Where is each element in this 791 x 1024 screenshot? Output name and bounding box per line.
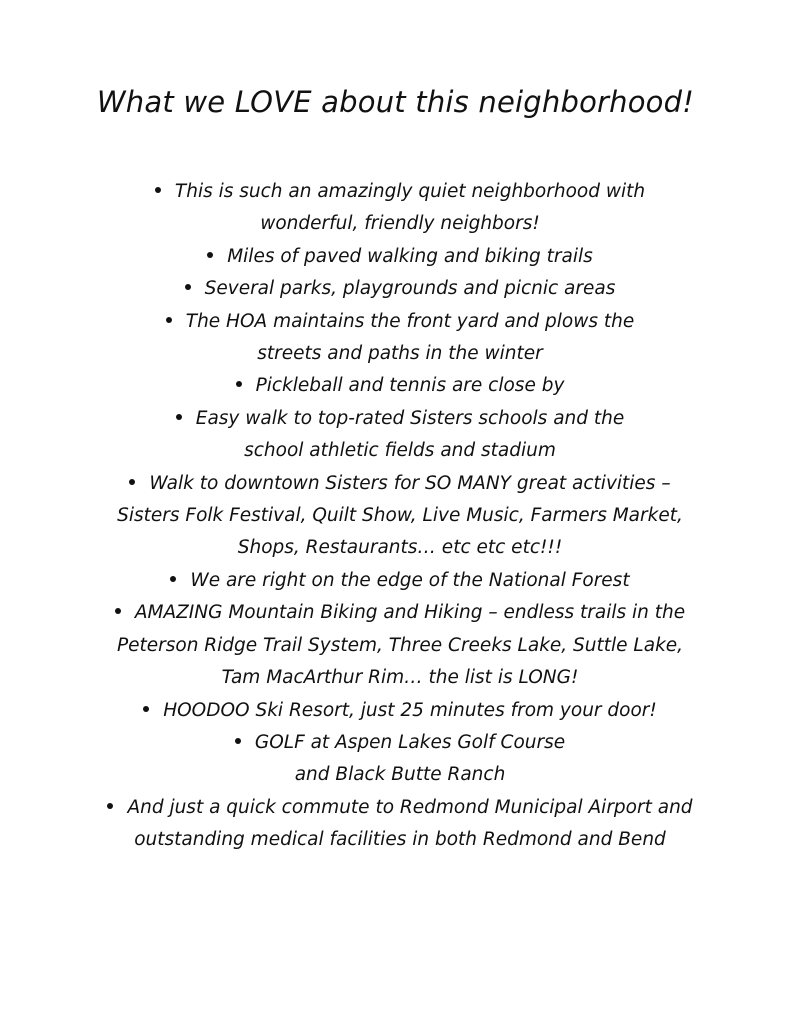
list-item-line <box>100 306 700 338</box>
bullet-icon <box>115 608 121 614</box>
list-item-line: Tam MacArthur Rim… the list is LONG! <box>221 667 579 689</box>
list-item-text: Miles of paved walking and biking trails <box>227 245 593 267</box>
list-item-line <box>100 695 700 727</box>
list-item-text: HOODOO Ski Resort, just 25 minutes from your door! <box>163 699 657 721</box>
list-item <box>100 468 700 565</box>
list-item <box>100 565 700 597</box>
list-item-line <box>100 565 700 597</box>
list-item-text: This is such an amazingly quiet neighborhood with <box>174 181 646 202</box>
list-item-line <box>100 370 700 402</box>
bullet-icon <box>129 479 135 485</box>
bullet-icon <box>207 252 213 258</box>
bullet-icon <box>143 706 149 712</box>
list-item-text: The HOA maintains the front yard and plows the <box>185 310 635 332</box>
list-item-line <box>100 403 700 435</box>
list-item-line: outstanding medical facilities in both Redmond and Bend <box>134 829 666 851</box>
bullet-icon <box>107 803 113 809</box>
list-item-line <box>100 792 700 824</box>
bullet-icon <box>236 381 242 387</box>
list-item-text: GOLF at Aspen Lakes Golf Course <box>254 731 566 753</box>
list-item <box>100 792 700 857</box>
list-item-line <box>100 727 700 759</box>
list-item-line: and Black Butte Ranch <box>294 764 506 786</box>
list-item <box>100 597 700 694</box>
list-item-line: Sisters Folk Festival, Quilt Show, Live Music, Farmers Market, <box>117 505 683 527</box>
list-item <box>100 306 700 371</box>
bullet-icon <box>155 187 161 193</box>
list-item-line <box>100 597 700 629</box>
list-item-line <box>100 241 700 273</box>
bullet-icon <box>176 414 182 420</box>
page-title: What we LOVE about this neighborhood! <box>96 85 695 119</box>
feature-list <box>100 176 700 857</box>
list-item-line: Peterson Ridge Trail System, Three Creeks Lake, Suttle Lake, <box>116 634 684 656</box>
bullet-icon <box>185 284 191 290</box>
list-item <box>100 273 700 305</box>
list-item-text: We are right on the edge of the National Forest <box>190 569 630 591</box>
list-item-line: school athletic fields and stadium <box>244 440 556 462</box>
bullet-icon <box>166 317 172 323</box>
list-item-text: Easy walk to top-rated Sisters schools and the <box>195 407 625 429</box>
list-item-line <box>100 176 700 208</box>
list-item <box>100 695 700 727</box>
list-item-text: And just a quick commute to Redmond Municipal Airport and <box>127 796 693 818</box>
list-item-text: Several parks, playgrounds and picnic areas <box>204 278 616 300</box>
list-item-line: streets and paths in the winter <box>257 343 543 365</box>
list-item <box>100 176 700 241</box>
bullet-icon <box>235 738 241 744</box>
list-item <box>100 370 700 402</box>
list-item-line: Shops, Restaurants… etc etc etc!!! <box>237 537 563 559</box>
list-item-line: wonderful, friendly neighbors! <box>260 213 540 235</box>
list-item-line <box>100 468 700 500</box>
list-item-text: Pickleball and tennis are close by <box>255 375 565 397</box>
list-item-text: AMAZING Mountain Biking and Hiking – endless trails in the <box>134 602 686 624</box>
list-item-text: Walk to downtown Sisters for SO MANY great activities – <box>149 472 671 494</box>
bullet-icon <box>170 576 176 582</box>
list-item <box>100 241 700 273</box>
list-item-line <box>100 273 700 305</box>
list-item <box>100 727 700 792</box>
list-item <box>100 403 700 468</box>
